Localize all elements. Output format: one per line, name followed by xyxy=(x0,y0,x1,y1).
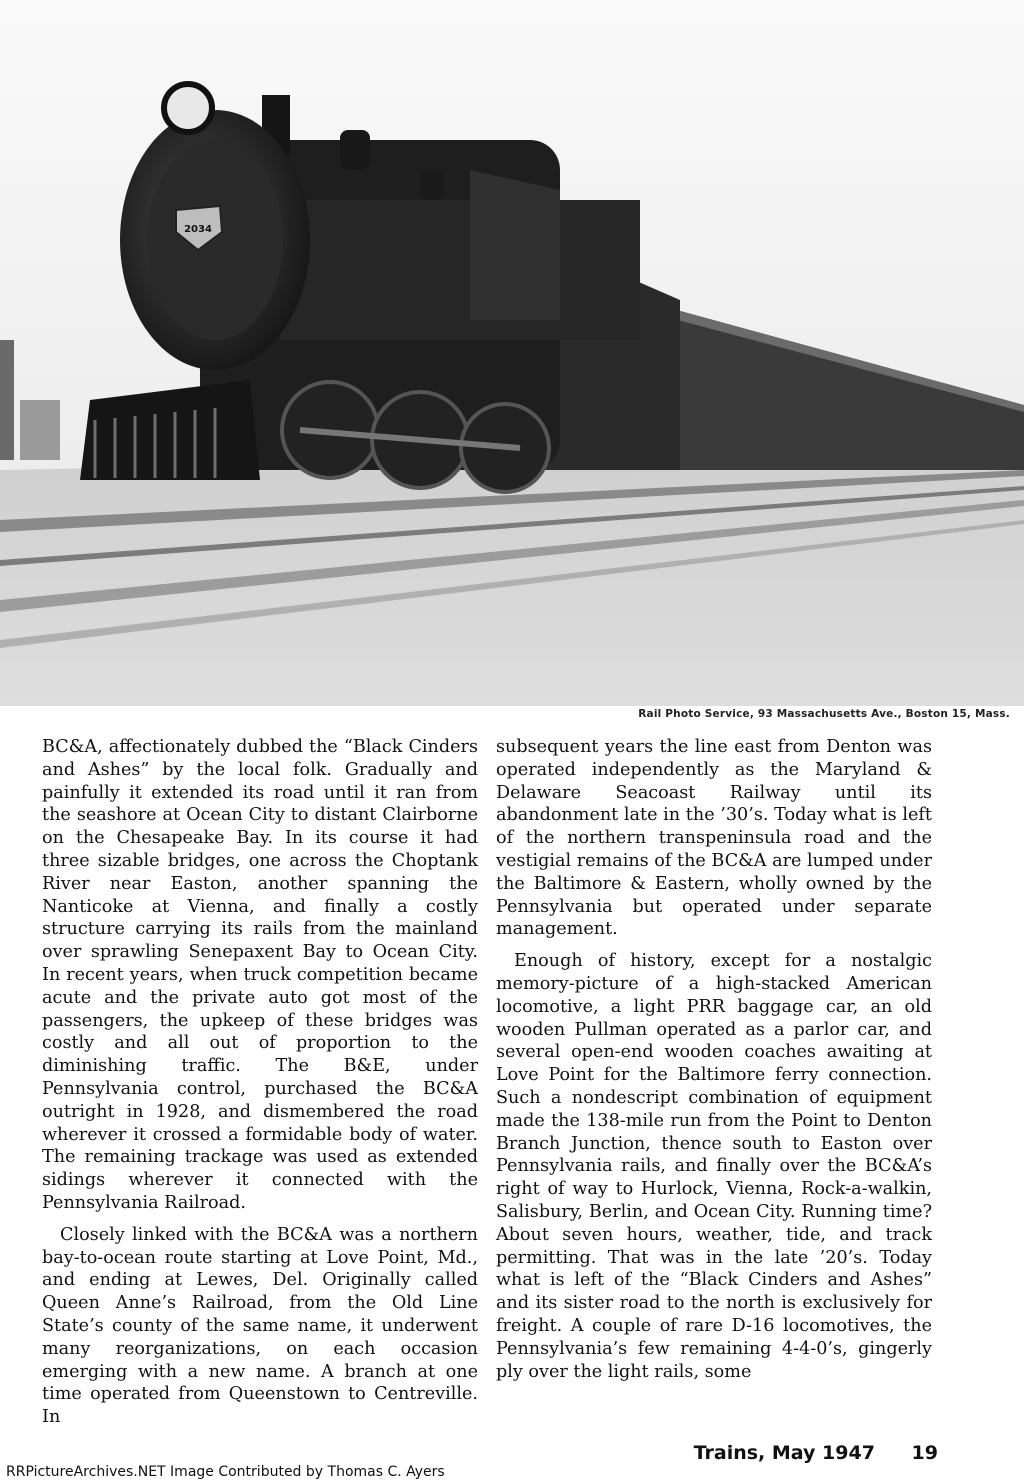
paragraph: Closely linked with the BC&A was a northern bay-to-ocean route starting at Love Point, Md., and ending at Lewes, Del. Originally called Queen Anne’s Railroad, from the Old Line State’s county of the same name, it underwent many reorganizations, on each occasion emerging with a new name. A branch at one time operated from Queenstown to Centreville. In xyxy=(42,1224,478,1428)
paragraph: subsequent years the line east from Denton was operated independently as the Maryland & Delaware Seacoast Railway until its abandonment late in the ’30’s. Today what is left of the northern transpeninsula road and the vestigial remains of the BC&A are lumped under the Baltimore & Eastern, wholly owned by the Pennsylvania but operated under separate management. xyxy=(496,737,932,940)
page-number: 19 xyxy=(911,1442,938,1464)
magazine-issue: Trains, May 1947 xyxy=(693,1442,875,1464)
locomotive-photo xyxy=(0,0,1024,706)
page-footer xyxy=(694,1442,938,1464)
article-column-left xyxy=(42,736,478,1438)
number-plate: 2034 xyxy=(184,224,212,235)
paragraph: Enough of history, except for a nostalgic memory-picture of a high-stacked American locomotive, a light PRR baggage car, an old wooden Pullman operated as a parlor car, and several open-end wooden coaches awaiting at Love Point for the Baltimore ferry connection. Such a nondescript combination of equipment made the 138-mile run from the Point to Denton Branch Junction, thence south to Easton over Pennsylvania rails, and finally over the BC&A’s right of way to Hurlock, Vienna, Rock-a-walkin, Salisbury, Berlin, and Ocean City. Running time? About seven hours, weather, tide, and track permitting. That was in the late ’20’s. Today what is left of the “Black Cinders and Ashes” and its sister road to the north is exclusively for freight. A couple of rare D-16 locomotives, the Pennsylvania’s few remaining 4-4-0’s, gingerly ply over the light rails, some xyxy=(496,951,932,1382)
photo-credit: Rail Photo Service, 93 Massachusetts Ave., Boston 15, Mass. xyxy=(638,708,1010,720)
article-column-right xyxy=(496,736,932,1392)
archive-watermark: RRPictureArchives.NET Image Contributed by Thomas C. Ayers xyxy=(6,1464,445,1480)
paragraph: BC&A, affectionately dubbed the “Black Cinders and Ashes” by the local folk. Gradually and painfully it extended its road until it ran from the seashore at Ocean City to distant Clairborne on the Chesapeake Bay. In its course it had three sizable bridges, one across the Choptank River near Easton, another spanning the Nanticoke at Vienna, and finally a costly structure carrying its rails from the mainland over sprawling Senepaxent Bay to Ocean City. In recent years, when truck competition became acute and the private auto got most of the passengers, the upkeep of these bridges was costly and all out of proportion to the diminishing traffic. The B&E, under Pennsylvania control, purchased the BC&A outright in 1928, and dismembered the road wherever it crossed a formidable body of water. The remaining trackage was used as extended sidings wherever it connected with the Pennsylvania Railroad. xyxy=(42,737,478,1213)
